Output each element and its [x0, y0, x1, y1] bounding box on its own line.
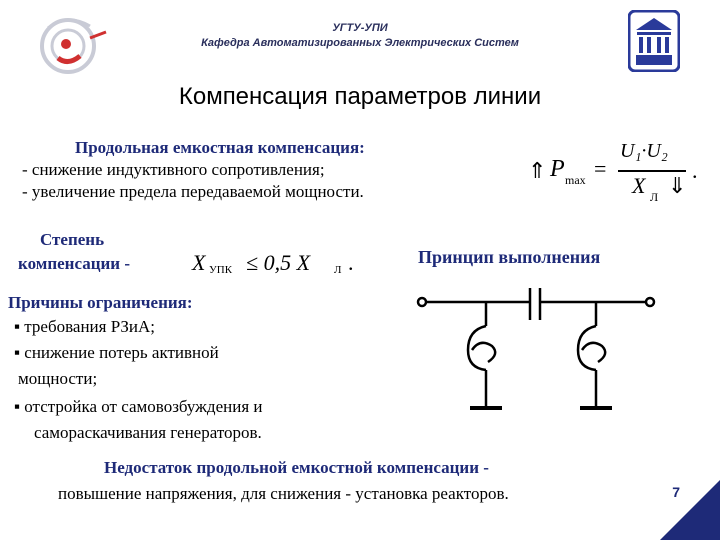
formula-numerator: U₁·U₂: [620, 140, 668, 162]
formula-degree-end: .: [348, 250, 354, 275]
list-item: ▪ отстройка от самовозбуждения и: [14, 397, 263, 416]
section-heading-longitudinal: Продольная емкостная компенсация:: [75, 138, 365, 157]
branch-right-curve: [578, 326, 596, 370]
drawback-heading: Недостаток продольной емкостной компенсации -: [104, 458, 489, 477]
list-item: самораскачивания генераторов.: [34, 423, 262, 442]
formula-relation: ≤ 0,5 X: [246, 250, 311, 275]
list-item: - снижение индуктивного сопротивления;: [22, 160, 325, 179]
ugtu-upi-logo: [18, 8, 118, 78]
branch-left-curve: [468, 326, 486, 370]
list-item: ▪ снижение потерь активной: [14, 343, 219, 362]
principle-heading: Принцип выполнения: [418, 247, 601, 267]
branch-left-arc: [472, 343, 495, 362]
formula-pmax: [528, 140, 708, 210]
arrow-up-icon: ⇑: [528, 158, 547, 183]
formula-den-sub: Л: [650, 190, 659, 204]
terminal-right: [646, 298, 654, 306]
formula-degree: [192, 250, 372, 280]
department-name: Кафедра Автоматизированных Электрических Систем: [201, 37, 519, 49]
list-item: ▪ требования РЗиА;: [14, 317, 155, 336]
formula-x-sub: УПК: [209, 264, 233, 276]
formula-denominator: X: [632, 173, 646, 198]
university-name: УГТУ-УПИ: [332, 22, 388, 34]
list-item: - увеличение предела передаваемой мощности.: [22, 182, 364, 201]
page-number: 7: [672, 484, 680, 500]
drawback-text: повышение напряжения, для снижения - установка реакторов.: [58, 484, 509, 503]
formula-equals: =: [594, 156, 607, 181]
formula-x: X: [192, 250, 206, 275]
branch-right-arc: [582, 343, 605, 362]
ugtu-building-emblem: [628, 10, 680, 72]
formula-lhs-sub: max: [565, 173, 586, 187]
fraction-bar: [618, 170, 686, 172]
arrow-down-icon: ⇓: [668, 173, 687, 198]
corner-decoration: [660, 480, 720, 540]
formula-lhs: P: [550, 156, 565, 182]
limitations-heading: Причины ограничения:: [8, 293, 193, 312]
formula-end: .: [692, 158, 698, 183]
degree-label-line1: Степень: [40, 230, 105, 249]
terminal-left: [418, 298, 426, 306]
degree-label-line2: компенсации -: [18, 254, 131, 273]
list-item: мощности;: [18, 369, 98, 388]
page-title: Компенсация параметров линии: [178, 83, 542, 110]
formula-x-sub2: Л: [334, 264, 342, 276]
circuit-diagram: [410, 280, 670, 420]
